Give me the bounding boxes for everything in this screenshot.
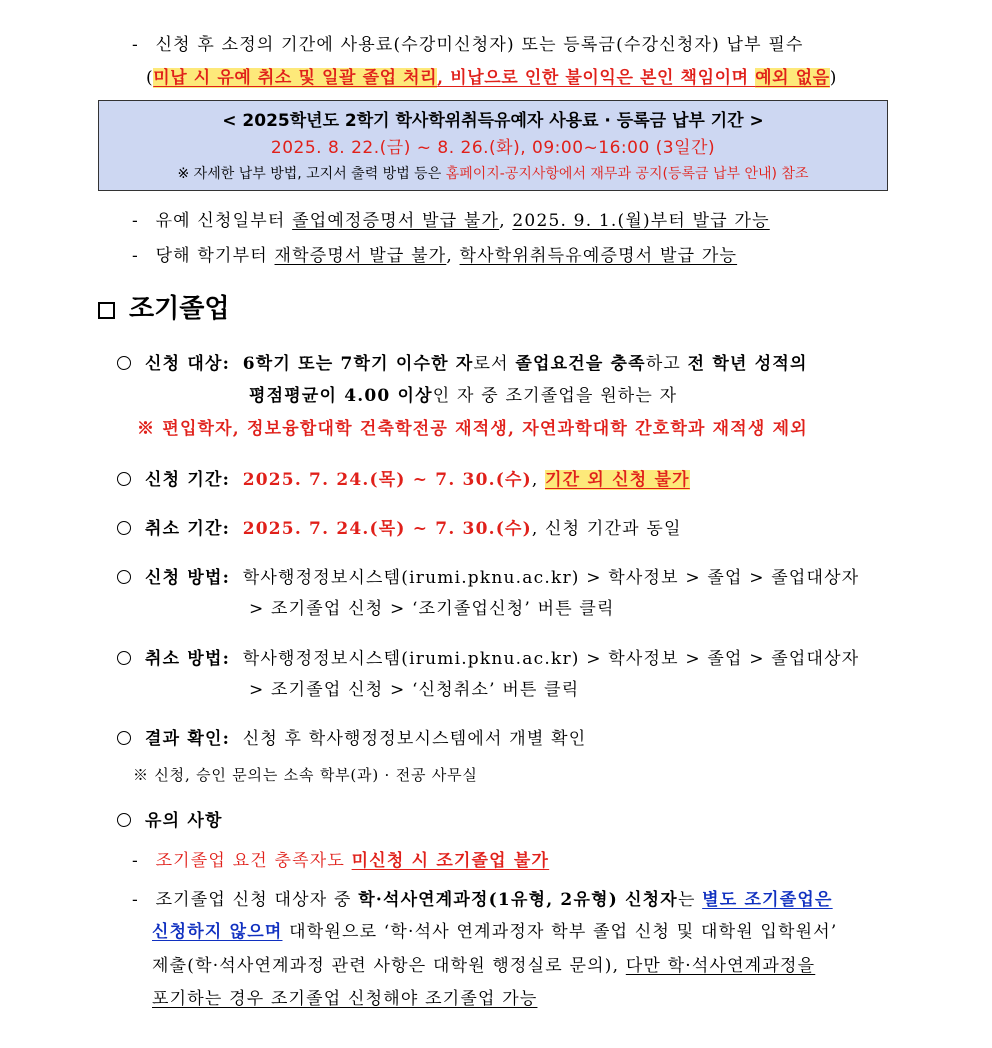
circle-bullet-icon [117, 472, 131, 486]
circle-bullet-icon [117, 651, 131, 665]
target-exclusion: ※ 편입학자, 정보융합대학 건축학전공 재적생, 자연과학대학 간호학과 재적생 제외 [137, 419, 808, 439]
fee-box-period: 2025. 8. 22.(금) ~ 8. 26.(화), 09:00~16:00 (3일간) [270, 138, 716, 158]
warning-highlight: 미납 시 유예 취소 및 일괄 졸업 처리 [153, 68, 438, 88]
fee-period-box [98, 100, 888, 191]
item-apply-period: 신청 기간: 2025. 7. 24.(목) ~ 7. 30.(수), 기간 외 신청 불가 [117, 469, 690, 491]
apply-period-warning: 기간 외 신청 불가 [545, 470, 690, 490]
circle-bullet-icon [117, 356, 131, 370]
apply-method-line2: > 조기졸업 신청 > ‘조기졸업신청’ 버튼 클릭 [249, 599, 615, 619]
circle-bullet-icon [117, 570, 131, 584]
warning-no-exception: 예외 없음 [755, 68, 830, 88]
checkbox-square-icon [98, 302, 115, 319]
circle-bullet-icon [117, 521, 131, 535]
item-target: 신청 대상: 6학기 또는 7학기 이수한 자로서 졸업요건을 충족하고 전 학년 성적의 [117, 353, 808, 375]
fee-required-line: - 신청 후 소정의 기간에 사용료(수강미신청자) 또는 등록금(수강신청자) 납부 필수 [132, 35, 804, 55]
cancel-method-line2: > 조기졸업 신청 > ‘신청취소’ 버튼 클릭 [249, 680, 580, 700]
circle-bullet-icon [117, 813, 131, 827]
note-2-line2: 신청하지 않으며 대학원으로 ‘학·석사 연계과정자 학부 졸업 신청 및 대학원 입학원서’ [152, 922, 838, 942]
cert-line-1: - 유예 신청일부터 졸업예정증명서 발급 불가, 2025. 9. 1.(월)부터 발급 가능 [132, 211, 770, 231]
note-2-line3: 제출(학·석사연계과정 관련 사항은 대학원 행정실로 문의), 다만 학·석사연계과정을 [152, 956, 816, 976]
fee-box-note: ※ 자세한 납부 방법, 고지서 출력 방법 등은 홈페이지-공지사항에서 재무과 공지(등록금 납부 안내) 참조 [177, 166, 809, 182]
circle-bullet-icon [117, 731, 131, 745]
item-result: 결과 확인: 신청 후 학사행정정보시스템에서 개별 확인 [117, 728, 586, 750]
section-title: 조기졸업 [98, 294, 229, 324]
note-1: - 조기졸업 요건 충족자도 미신청 시 조기졸업 불가 [132, 851, 550, 871]
cert-line-2: - 당해 학기부터 재학증명서 발급 불가, 학사학위취득유예증명서 발급 가능 [132, 246, 738, 266]
bullet: - [132, 35, 139, 55]
fee-box-title: < 2025학년도 2학기 학사학위취득유예자 사용료 · 등록금 납부 기간 > [222, 111, 764, 131]
result-note: ※ 신청, 승인 문의는 소속 학부(과) · 전공 사무실 [133, 766, 478, 784]
note-2-line1: - 조기졸업 신청 대상자 중 학·석사연계과정(1유형, 2유형) 신청자는 별도 조기졸업은 [132, 890, 833, 910]
item-apply-method: 신청 방법: 학사행정정보시스템(irumi.pknu.ac.kr) > 학사정보 > 졸업 > 졸업대상자 [117, 567, 859, 589]
note-2-line4: 포기하는 경우 조기졸업 신청해야 조기졸업 가능 [152, 989, 538, 1009]
fee-warning-line: (미납 시 유예 취소 및 일괄 졸업 처리, 비납으로 인한 불이익은 본인 책임이며 예외 없음) [146, 68, 837, 88]
item-target-line2: 평점평균이 4.00 이상인 자 중 조기졸업을 원하는 자 [249, 386, 678, 406]
item-notes: 유의 사항 [117, 810, 223, 832]
item-cancel-period: 취소 기간: 2025. 7. 24.(목) ~ 7. 30.(수), 신청 기간과 동일 [117, 518, 682, 540]
item-cancel-method: 취소 방법: 학사행정정보시스템(irumi.pknu.ac.kr) > 학사정보 > 졸업 > 졸업대상자 [117, 648, 859, 670]
